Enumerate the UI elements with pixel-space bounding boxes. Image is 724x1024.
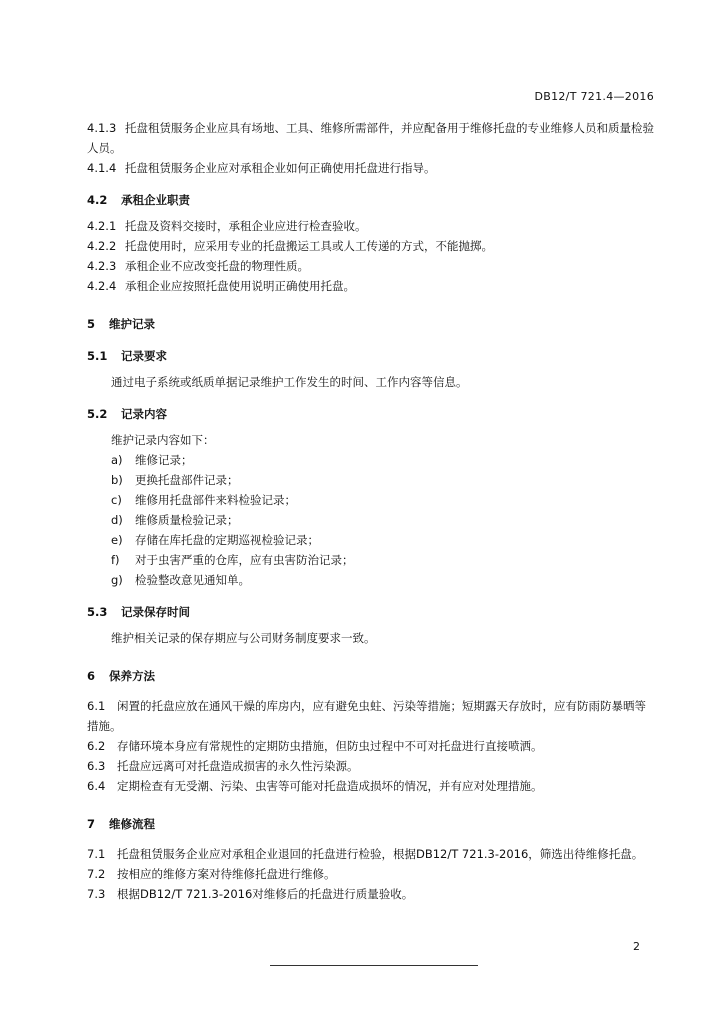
list-item bbox=[111, 490, 657, 510]
list-marker: d) bbox=[111, 513, 123, 527]
clause-number: 7.1 bbox=[87, 847, 106, 861]
section-title: 承租企业职责 bbox=[121, 193, 190, 207]
clause-number: 7.2 bbox=[87, 867, 106, 881]
document-body bbox=[87, 118, 657, 904]
list-item bbox=[111, 570, 657, 590]
clause-text: 闲置的托盘应放在通风干燥的库房内，应有避免虫蛀、污染等措施；短期露天存放时，应有防雨防暴晒等措施。 bbox=[87, 699, 646, 733]
list-marker: g) bbox=[111, 573, 123, 587]
section-heading-6 bbox=[87, 666, 657, 686]
list-item-text: 维修质量检验记录； bbox=[135, 513, 239, 527]
section-heading-7 bbox=[87, 814, 657, 834]
list-item-text: 更换托盘部件记录； bbox=[135, 473, 239, 487]
list-item-text: 维修记录； bbox=[135, 453, 193, 467]
clause-number: 7.3 bbox=[87, 887, 106, 901]
clause-text: 托盘租赁服务企业应具有场地、工具、维修所需部件，并应配备用于维修托盘的专业维修人员和质量检验人员。 bbox=[87, 121, 654, 155]
record-contents-list bbox=[87, 450, 657, 590]
section-heading-5-2 bbox=[87, 404, 657, 424]
list-item bbox=[111, 530, 657, 550]
document-code-header: DB12/T 721.4—2016 bbox=[534, 90, 654, 103]
list-marker: c) bbox=[111, 493, 122, 507]
clause-number: 6.1 bbox=[87, 699, 106, 713]
clause-number: 4.2.4 bbox=[87, 279, 117, 293]
section-title: 保养方法 bbox=[109, 669, 155, 683]
clause-4-1-3 bbox=[87, 118, 657, 158]
clause-text: 承租企业不应改变托盘的物理性质。 bbox=[125, 259, 309, 273]
section-title: 记录保存时间 bbox=[121, 605, 190, 619]
clause-number: 6.3 bbox=[87, 759, 106, 773]
page-number: 2 bbox=[633, 940, 640, 953]
clause-text: 承租企业应按照托盘使用说明正确使用托盘。 bbox=[125, 279, 355, 293]
section-heading-5-3 bbox=[87, 602, 657, 622]
clause-text: 根据DB12/T 721.3-2016对维修后的托盘进行质量验收。 bbox=[117, 887, 414, 901]
list-item-text: 存储在库托盘的定期巡视检验记录； bbox=[135, 533, 319, 547]
section-title: 维护记录 bbox=[109, 317, 155, 331]
clause-text: 托盘使用时，应采用专业的托盘搬运工具或人工传递的方式，不能抛掷。 bbox=[125, 239, 493, 253]
section-number: 5.3 bbox=[87, 605, 108, 619]
section-number: 5.1 bbox=[87, 349, 108, 363]
paragraph-5-1: 通过电子系统或纸质单据记录维护工作发生的时间、工作内容等信息。 bbox=[111, 375, 468, 389]
list-intro: 维护记录内容如下： bbox=[111, 433, 215, 447]
clause-number: 4.2.3 bbox=[87, 259, 117, 273]
section-number: 4.2 bbox=[87, 193, 108, 207]
clause-7-1 bbox=[87, 844, 657, 864]
section-number: 7 bbox=[87, 817, 96, 831]
clause-4-1-4 bbox=[87, 158, 657, 178]
list-item bbox=[111, 450, 657, 470]
section-title: 记录要求 bbox=[121, 349, 167, 363]
list-item-text: 维修用托盘部件来料检验记录； bbox=[135, 493, 296, 507]
section-heading-5-1 bbox=[87, 346, 657, 366]
clause-text: 托盘应远离可对托盘造成损害的永久性污染源。 bbox=[117, 759, 359, 773]
clause-7-2 bbox=[87, 864, 657, 884]
clause-text: 托盘及资料交接时，承租企业应进行检查验收。 bbox=[125, 219, 367, 233]
section-heading-5 bbox=[87, 314, 657, 334]
clause-number: 6.2 bbox=[87, 739, 106, 753]
clause-number: 4.1.3 bbox=[87, 121, 117, 135]
section-heading-4-2 bbox=[87, 190, 657, 210]
clause-text: 托盘租赁服务企业应对承租企业如何正确使用托盘进行指导。 bbox=[125, 161, 436, 175]
clause-number: 6.4 bbox=[87, 779, 106, 793]
clause-number: 4.1.4 bbox=[87, 161, 117, 175]
list-item-text: 检验整改意见通知单。 bbox=[135, 573, 250, 587]
footer-divider bbox=[270, 965, 478, 966]
clause-text: 按相应的维修方案对待维修托盘进行维修。 bbox=[117, 867, 336, 881]
clause-7-3 bbox=[87, 884, 657, 904]
list-item bbox=[111, 470, 657, 490]
section-number: 5.2 bbox=[87, 407, 108, 421]
clause-number: 4.2.2 bbox=[87, 239, 117, 253]
clause-4-2-3 bbox=[87, 256, 657, 276]
clause-4-2-2 bbox=[87, 236, 657, 256]
clause-6-2 bbox=[87, 736, 657, 756]
list-marker: b) bbox=[111, 473, 123, 487]
paragraph-5-3: 维护相关记录的保存期应与公司财务制度要求一致。 bbox=[111, 631, 376, 645]
section-title: 记录内容 bbox=[121, 407, 167, 421]
clause-6-3 bbox=[87, 756, 657, 776]
section-number: 5 bbox=[87, 317, 96, 331]
clause-text: 定期检查有无受潮、污染、虫害等可能对托盘造成损坏的情况，并有应对处理措施。 bbox=[117, 779, 543, 793]
section-number: 6 bbox=[87, 669, 96, 683]
clause-6-4 bbox=[87, 776, 657, 796]
clause-4-2-4 bbox=[87, 276, 657, 296]
clause-text: 托盘租赁服务企业应对承租企业退回的托盘进行检验，根据DB12/T 721.3-2016，筛选出待维修托盘。 bbox=[117, 847, 644, 861]
list-marker: e) bbox=[111, 533, 123, 547]
list-item bbox=[111, 550, 657, 570]
clause-4-2-1 bbox=[87, 216, 657, 236]
list-item bbox=[111, 510, 657, 530]
clause-6-1 bbox=[87, 696, 657, 736]
list-marker: f) bbox=[111, 553, 120, 567]
clause-number: 4.2.1 bbox=[87, 219, 117, 233]
list-marker: a) bbox=[111, 453, 123, 467]
section-title: 维修流程 bbox=[109, 817, 155, 831]
clause-text: 存储环境本身应有常规性的定期防虫措施，但防虫过程中不可对托盘进行直接喷洒。 bbox=[117, 739, 543, 753]
list-item-text: 对于虫害严重的仓库，应有虫害防治记录； bbox=[135, 553, 354, 567]
